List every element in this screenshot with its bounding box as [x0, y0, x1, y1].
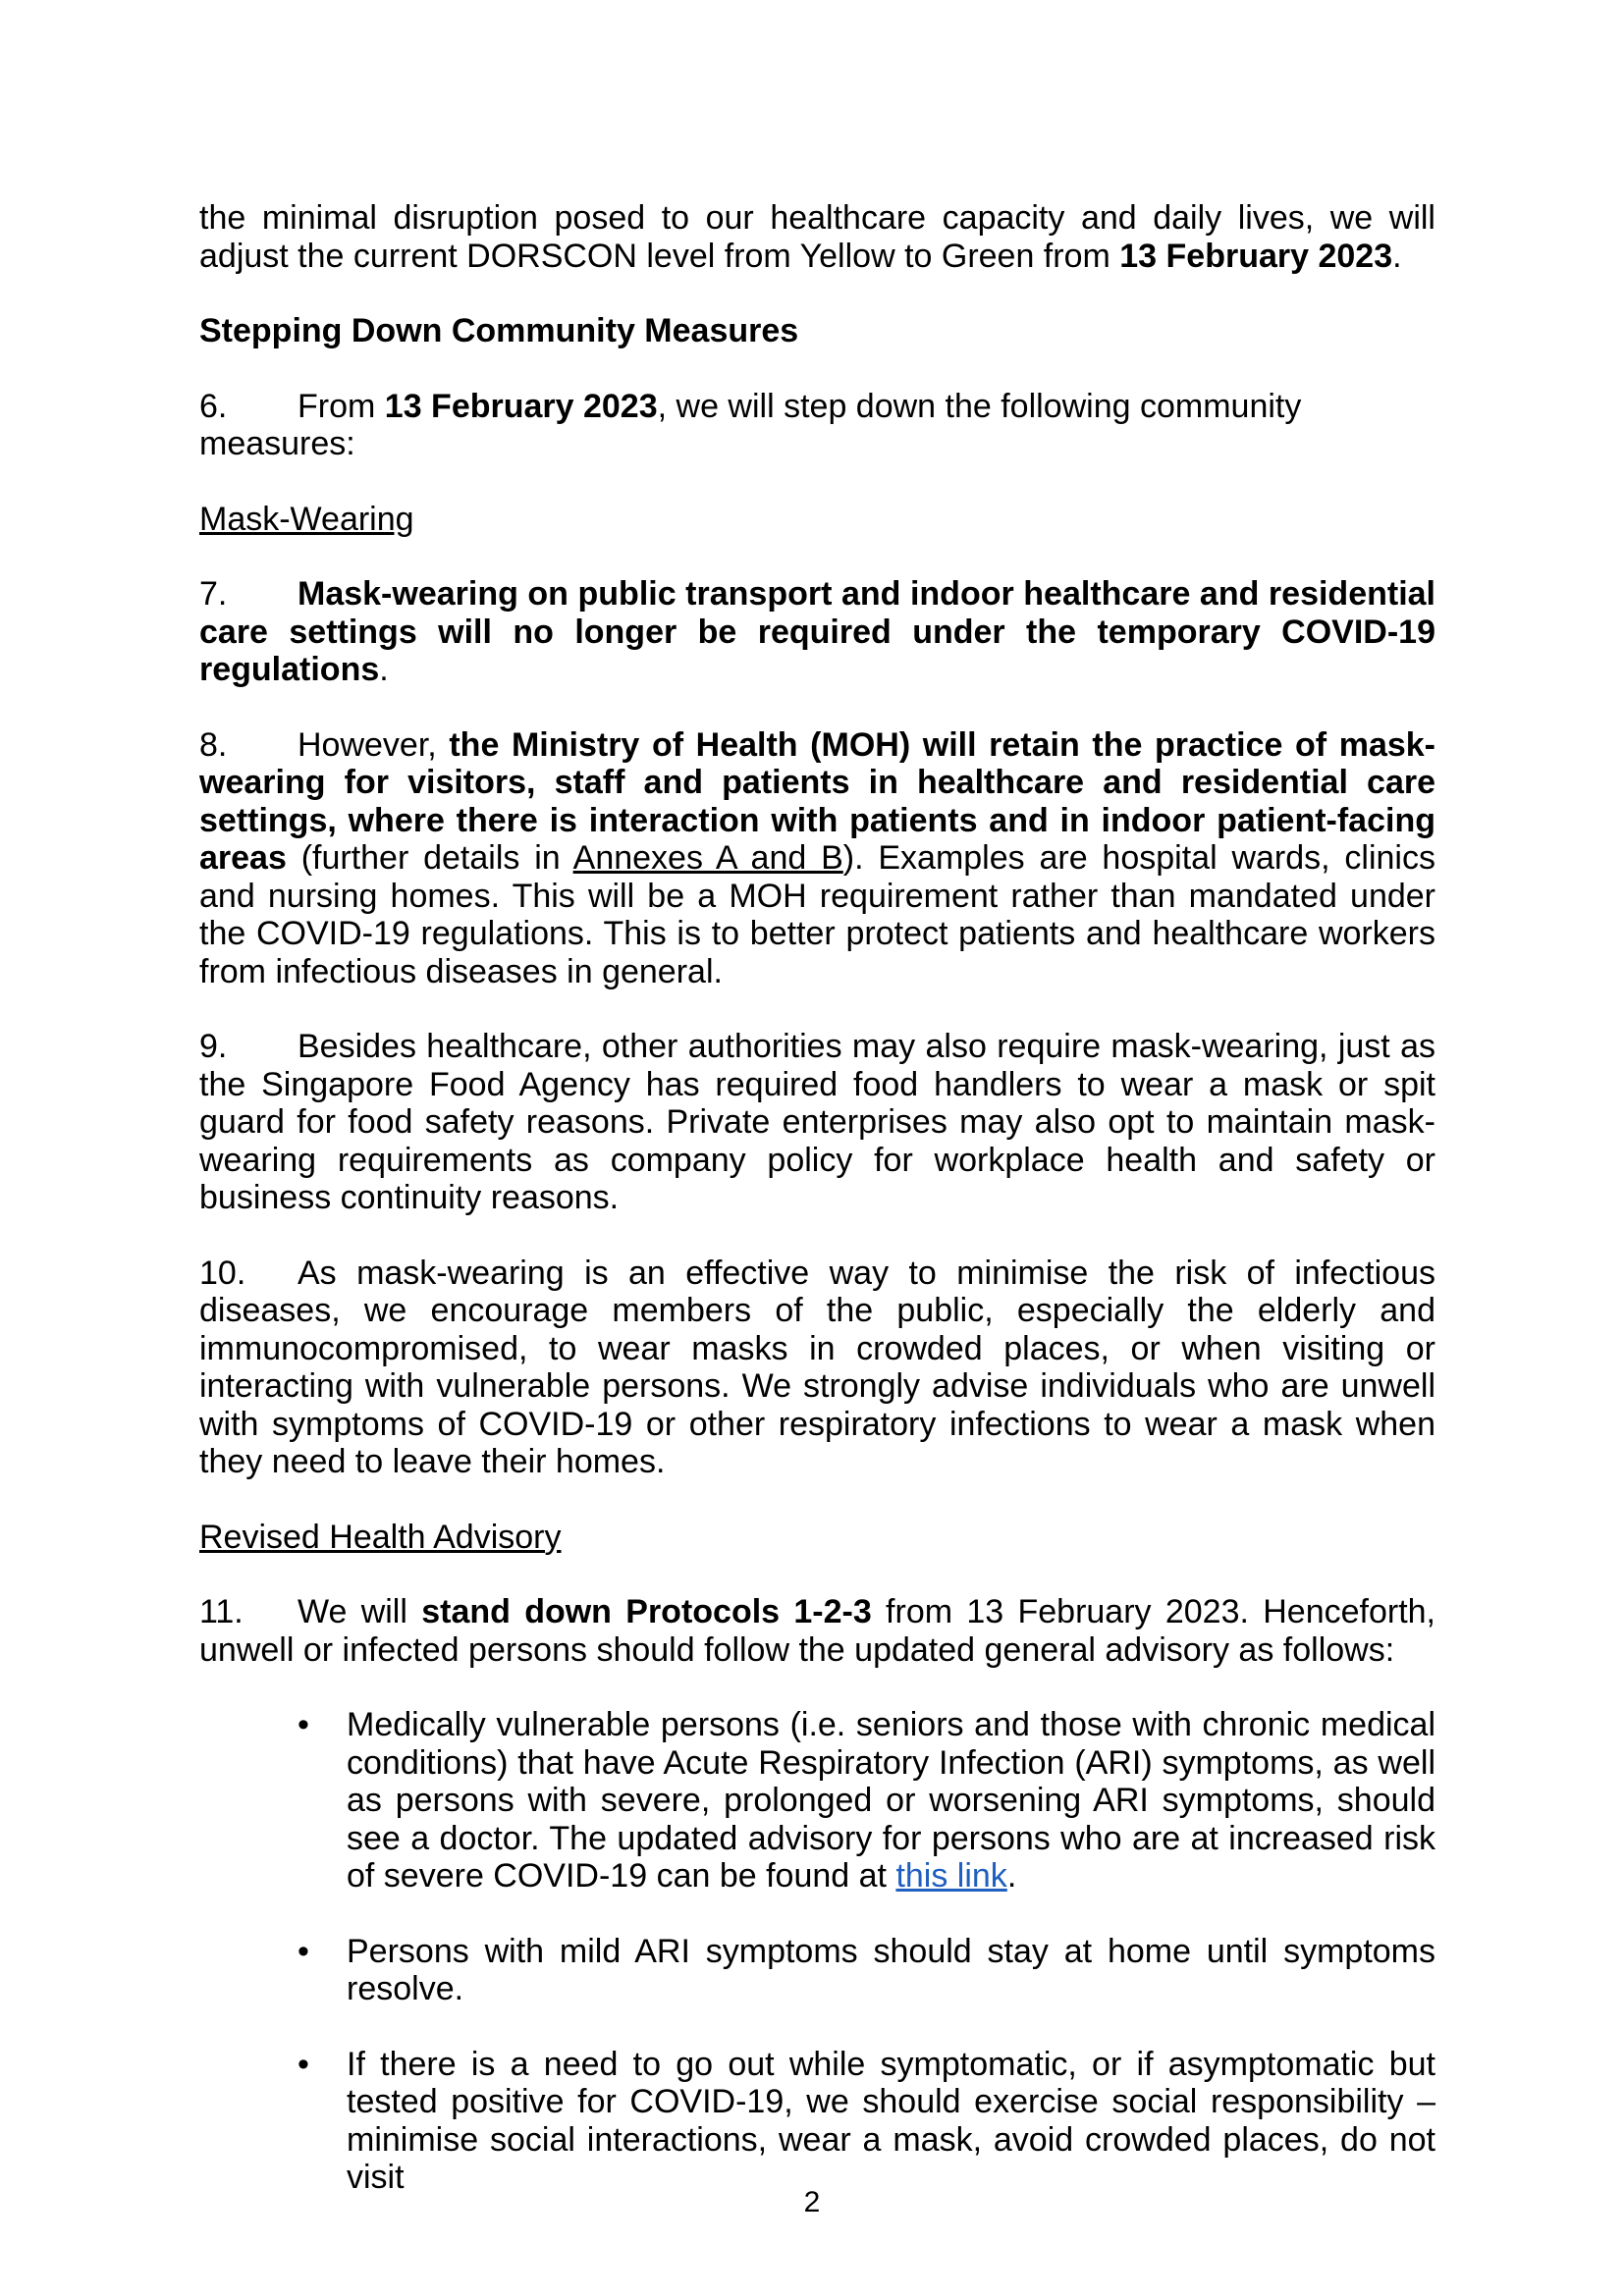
list-item: [199, 2046, 1435, 2197]
annexes-link[interactable]: Annexes A and B: [572, 839, 843, 877]
advisory-bullet-list: [199, 1706, 1435, 2197]
p11-before: We will: [298, 1593, 422, 1630]
p8-mid: (further details in: [286, 839, 573, 877]
p11-after: from 13 February 2023. Henceforth, unwell or infected persons should follow the updated general advisory as follows:: [199, 1593, 1435, 1669]
bullet-text: If there is a need to go out while symptomatic, or if asymptomatic but tested positive for COVID-19, we should exercise social responsibility – minimise social interactions, wear a mask, avoid crowded places, do not visit: [347, 2045, 1435, 2196]
bullet-icon: •: [298, 2045, 309, 2083]
paragraph-number: 6.: [199, 387, 228, 425]
p8-bold: the Ministry of Health (MOH) will retain the practice of mask-wearing for visitors, staff and patients in healthcare and residential care settings, where there is interaction with patients and in indoor patient-facing areas: [199, 725, 1435, 877]
bullet-end: .: [1006, 1857, 1017, 1895]
intro-paragraph: [199, 199, 1435, 275]
p7-after: .: [379, 651, 389, 688]
paragraph-number: 7.: [199, 575, 228, 613]
paragraph-number: 11.: [199, 1593, 244, 1630]
paragraph-number: 10.: [199, 1254, 246, 1292]
bullet-icon: •: [298, 1932, 309, 1970]
intro-text: the minimal disruption posed to our healthcare capacity and daily lives, we will adjust the current DORSCON level from Yellow to Green from: [199, 199, 1435, 275]
paragraph-number: 8.: [199, 725, 228, 764]
bullet-text: Persons with mild ARI symptoms should stay at home until symptoms resolve.: [347, 1932, 1435, 2007]
bullet-text: Medically vulnerable persons (i.e. seniors and those with chronic medical conditions) that have Acute Respiratory Infection (ARI) symptoms, as well as persons with severe, prolonged or worsening ARI symptoms, should see a doctor. The updated advisory for persons who are at increased risk of severe COVID-19 can be found at: [347, 1706, 1435, 1895]
this-link[interactable]: this link: [895, 1857, 1007, 1895]
p6-before: From: [298, 387, 385, 425]
page-number: 2: [803, 2186, 821, 2218]
intro-date: 13 February 2023: [1119, 237, 1393, 275]
intro-end: .: [1392, 237, 1402, 275]
p7-bold: Mask-wearing on public transport and indoor healthcare and residential care settings will no longer be required under the temporary COVID-19 regulations: [199, 575, 1435, 688]
p10-text: As mask-wearing is an effective way to minimise the risk of infectious diseases, we encourage members of the public, especially the elderly and immunocompromised, to wear masks in crowded places, or when visiting or interacting with vulnerable persons. We strongly advise individuals who are unwell with symptoms of COVID-19 or other respiratory infections to wear a mask when they need to leave their homes.: [199, 1254, 1435, 1480]
paragraph-7: [199, 575, 1435, 689]
document-body: [199, 199, 1435, 2234]
paragraph-10: [199, 1255, 1435, 1481]
p6-after: , we will step down the following community measures:: [199, 387, 1302, 462]
list-item: [199, 1706, 1435, 1896]
p9-text: Besides healthcare, other authorities may also require mask-wearing, just as the Singapore Food Agency has required food handlers to wear a mask or spit guard for food safety reasons. Private enterprises may also opt to maintain mask-wearing requirements as company policy for workplace health and safety or business continuity reasons.: [199, 1028, 1435, 1216]
paragraph-number: 9.: [199, 1028, 228, 1065]
paragraph-9: [199, 1028, 1435, 1217]
paragraph-11: [199, 1593, 1435, 1669]
subheading-mask-wearing: Mask-Wearing: [199, 500, 414, 538]
section-heading: Stepping Down Community Measures: [199, 312, 799, 349]
p6-date: 13 February 2023: [384, 387, 658, 425]
list-item: [199, 1933, 1435, 2008]
subheading-revised-health-advisory: Revised Health Advisory: [199, 1518, 562, 1556]
p11-bold: stand down Protocols 1-2-3: [421, 1593, 872, 1630]
paragraph-6: [199, 388, 1435, 463]
paragraph-8: [199, 726, 1435, 991]
p8-after: ). Examples are hospital wards, clinics and nursing homes. This will be a MOH requirement rather than mandated under the COVID-19 regulations. This is to better protect patients and healthcare workers from infectious diseases in general.: [199, 839, 1435, 990]
bullet-icon: •: [298, 1706, 309, 1743]
p8-before: However,: [298, 725, 450, 764]
